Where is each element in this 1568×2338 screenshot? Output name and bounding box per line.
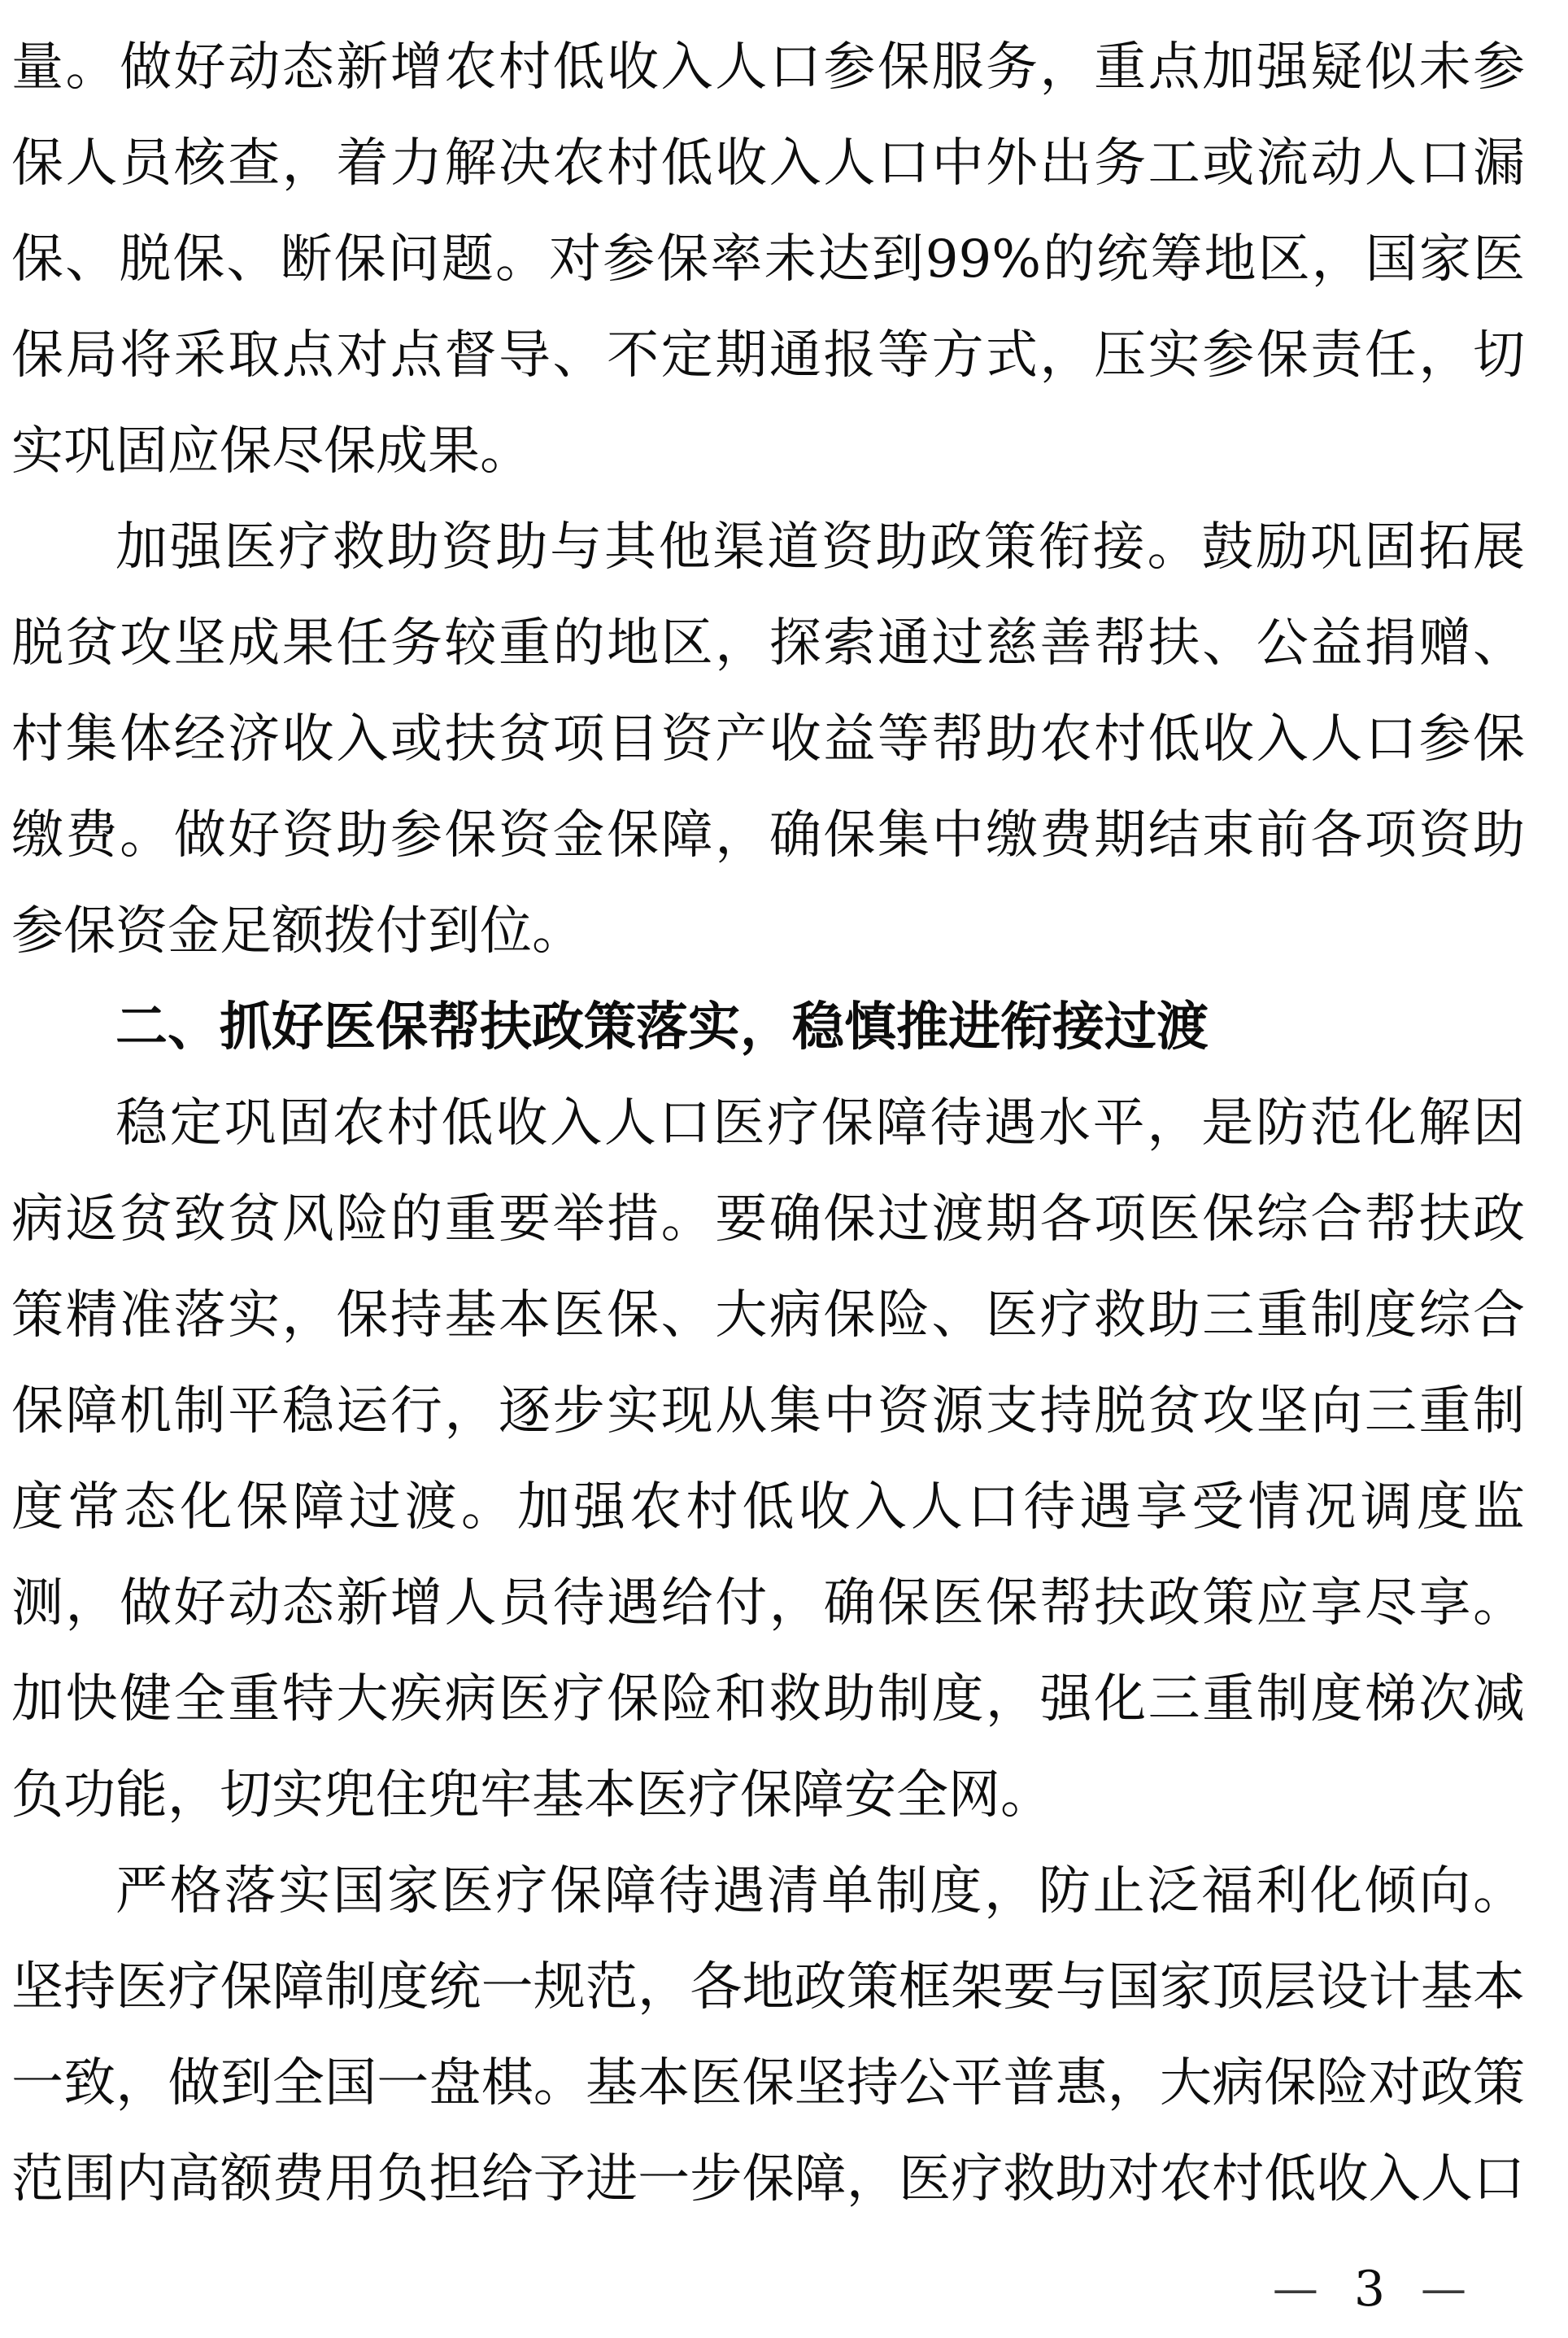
text-line: 严格落实国家医疗保障待遇清单制度，防止泛福利化倾向。 bbox=[115, 1861, 1525, 1921]
page-number: 3 bbox=[1353, 2261, 1385, 2318]
text-line: 保、脱保、断保问题。对参保率未达到99%的统筹地区，国家医 bbox=[11, 229, 1525, 290]
text-line: 负功能，切实兜住兜牢基本医疗保障安全网。 bbox=[11, 1765, 1052, 1825]
section-heading: 二、抓好医保帮扶政策落实，稳慎推进衔接过渡 bbox=[115, 997, 1209, 1058]
footer-dash-right: — bbox=[1421, 2262, 1466, 2315]
footer-dash-left: — bbox=[1272, 2262, 1318, 2315]
text-line: 加快健全重特大疾病医疗保险和救助制度，强化三重制度梯次减 bbox=[11, 1669, 1525, 1730]
text-line: 坚持医疗保障制度统一规范，各地政策框架要与国家顶层设计基本 bbox=[11, 1957, 1525, 2017]
text-line: 实巩固应保尽保成果。 bbox=[11, 421, 532, 482]
page-footer bbox=[1272, 2261, 1466, 2318]
text-line: 加强医疗救助资助与其他渠道资助政策衔接。鼓励巩固拓展 bbox=[115, 517, 1525, 578]
text-line: 一致，做到全国一盘棋。基本医保坚持公平普惠，大病保险对政策 bbox=[11, 2053, 1525, 2113]
text-line: 度常态化保障过渡。加强农村低收入人口待遇享受情况调度监 bbox=[11, 1477, 1525, 1538]
text-line: 参保资金足额拨付到位。 bbox=[11, 901, 584, 962]
text-line: 脱贫攻坚成果任务较重的地区，探索通过慈善帮扶、公益捐赠、 bbox=[11, 613, 1525, 674]
text-line: 范围内高额费用负担给予进一步保障，医疗救助对农村低收入人口 bbox=[11, 2149, 1525, 2209]
text-line: 策精准落实，保持基本医保、大病保险、医疗救助三重制度综合 bbox=[11, 1285, 1525, 1346]
text-line: 病返贫致贫风险的重要举措。要确保过渡期各项医保综合帮扶政 bbox=[11, 1189, 1525, 1250]
text-line: 测，做好动态新增人员待遇给付，确保医保帮扶政策应享尽享。 bbox=[11, 1573, 1525, 1634]
text-line: 量。做好动态新增农村低收入人口参保服务，重点加强疑似未参 bbox=[11, 37, 1525, 98]
text-line: 缴费。做好资助参保资金保障，确保集中缴费期结束前各项资助 bbox=[11, 805, 1525, 866]
text-line: 保障机制平稳运行，逐步实现从集中资源支持脱贫攻坚向三重制 bbox=[11, 1381, 1525, 1442]
text-line: 保局将采取点对点督导、不定期通报等方式，压实参保责任，切 bbox=[11, 325, 1525, 386]
text-line: 保人员核查，着力解决农村低收入人口中外出务工或流动人口漏 bbox=[11, 133, 1525, 194]
text-line: 稳定巩固农村低收入人口医疗保障待遇水平，是防范化解因 bbox=[115, 1093, 1525, 1154]
document-body bbox=[11, 20, 1525, 2227]
text-line: 村集体经济收入或扶贫项目资产收益等帮助农村低收入人口参保 bbox=[11, 709, 1525, 770]
